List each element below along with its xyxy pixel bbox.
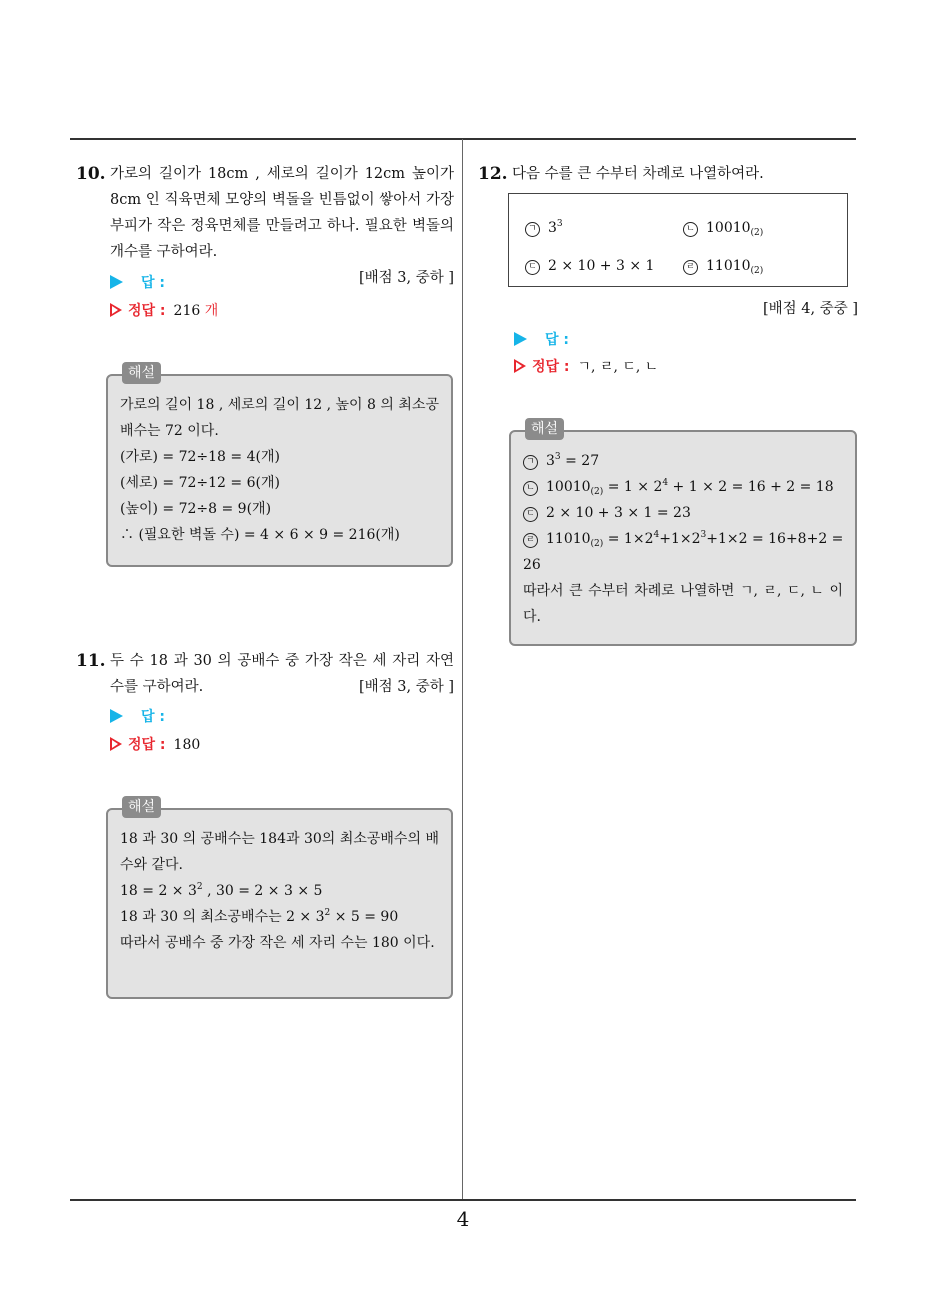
key-unit: 개 bbox=[204, 303, 219, 319]
circled-letter-icon: ㄷ bbox=[523, 507, 538, 522]
key-value: 180 bbox=[173, 737, 201, 753]
solution-line: (높이) = 72÷8 = 9(개) bbox=[120, 501, 272, 517]
question-number: 10. bbox=[76, 164, 106, 184]
circled-letter-icon: ㄴ bbox=[683, 222, 698, 237]
solution-line: 따라서 큰 수부터 차례로 나열하면 ㄱ, ㄹ, ㄷ, ㄴ 이다. bbox=[523, 583, 843, 625]
circled-letter-icon: ㄱ bbox=[525, 222, 540, 237]
question-12-score bbox=[478, 296, 858, 322]
solution-box-12 bbox=[509, 421, 857, 646]
footer-rule bbox=[70, 1199, 856, 1201]
solution-tag: 해설 bbox=[122, 796, 161, 818]
solution-line: (가로) = 72÷18 = 4(개) bbox=[120, 449, 280, 465]
header-rule bbox=[70, 138, 856, 140]
circled-letter-icon: ㄱ bbox=[523, 455, 538, 470]
solution-line: $18 = 2 \times 3^2$ , 30 = 2 × 3 × 5 bbox=[120, 882, 323, 899]
question-12 bbox=[478, 161, 858, 187]
solution-line: 따라서 공배수 중 가장 작은 세 자리 수는 180 이다. bbox=[120, 935, 435, 951]
question-score: [배점 3, 중하 ] bbox=[358, 679, 454, 695]
solution-box-10 bbox=[106, 365, 453, 567]
question-stem: 두 수 18 과 30 의 공배수 중 가장 작은 세 자리 자연수를 구하여라. bbox=[110, 653, 454, 695]
question-number: 11. bbox=[76, 651, 106, 671]
solution-line: 26 bbox=[523, 557, 541, 573]
outline-arrow-icon bbox=[110, 303, 122, 317]
answer-key-10 bbox=[110, 300, 218, 320]
key-value: 216 bbox=[173, 303, 201, 319]
option-d: ㄹ $11010_{(2)}$ bbox=[683, 258, 763, 275]
solution-line: ∴ (필요한 벽돌 수) = 4 × 6 × 9 = 216(개) bbox=[120, 527, 400, 543]
key-value: ㄱ, ㄹ, ㄷ, ㄴ bbox=[577, 359, 659, 375]
column-divider bbox=[462, 139, 463, 1200]
answer-line-12 bbox=[514, 329, 569, 349]
circled-letter-icon: ㄹ bbox=[523, 533, 538, 548]
play-arrow-icon bbox=[110, 275, 123, 289]
question-stem: 다음 수를 큰 수부터 차례로 나열하여라. bbox=[512, 166, 764, 182]
option-a: ㄱ $3^3$ bbox=[525, 220, 563, 237]
solution-line: ㄷ 2 × 10 + 3 × 1 = 23 bbox=[523, 500, 843, 526]
option-c: ㄷ 2 × 10 + 3 × 1 bbox=[525, 258, 654, 275]
question-number: 12. bbox=[478, 164, 508, 184]
solution-tag: 해설 bbox=[122, 362, 161, 384]
outline-arrow-icon bbox=[514, 359, 526, 373]
question-11 bbox=[76, 648, 454, 700]
play-arrow-icon bbox=[110, 709, 123, 723]
circled-letter-icon: ㄹ bbox=[683, 260, 698, 275]
solution-line: 18 과 30 의 최소공배수는 $2 \times 3^2 \times 5 = 90$ bbox=[120, 908, 399, 925]
question-score: [배점 4, 중중 ] bbox=[762, 301, 858, 317]
key-label: 정답 : bbox=[128, 303, 166, 319]
answer-label: 답 : bbox=[141, 709, 165, 725]
solution-line: (세로) = 72÷12 = 6(개) bbox=[120, 475, 280, 491]
play-arrow-icon bbox=[514, 332, 527, 346]
question-stem: 가로의 길이가 18cm , 세로의 길이가 12cm 높이가 8cm 인 직육면체 모양의 벽돌을 빈틈없이 쌓아서 가장 부피가 작은 정육면체를 만들려고 하나. 필요한 벽돌의 개수를 구하여라. bbox=[110, 166, 454, 260]
key-label: 정답 : bbox=[128, 737, 166, 753]
key-label: 정답 : bbox=[532, 359, 570, 375]
option-b: ㄴ $10010_{(2)}$ bbox=[683, 220, 763, 237]
page-number: 4 bbox=[456, 1207, 470, 1231]
answer-key-11 bbox=[110, 734, 200, 754]
solution-line: 18 과 30 의 공배수는 184과 30의 최소공배수의 배수와 같다. bbox=[120, 831, 439, 873]
answer-label: 답 : bbox=[141, 275, 165, 291]
answer-label: 답 : bbox=[545, 332, 569, 348]
answer-key-12 bbox=[514, 356, 658, 376]
solution-box-11 bbox=[106, 799, 453, 999]
solution-line: ㄴ $10010_{(2)} = 1 \times 2^4 + 1 \times 2 = 16 + 2 = 18$ bbox=[523, 474, 843, 500]
question-score: [배점 3, 중하 ] bbox=[358, 270, 454, 286]
options-box bbox=[508, 193, 848, 287]
solution-line: ㄱ $3^3 = 27$ bbox=[523, 448, 843, 474]
circled-letter-icon: ㄴ bbox=[523, 481, 538, 496]
answer-line-10 bbox=[110, 272, 165, 292]
solution-line: 가로의 길이 18 , 세로의 길이 12 , 높이 8 의 최소공배수는 72 이다. bbox=[120, 397, 439, 439]
solution-tag: 해설 bbox=[525, 418, 564, 440]
solution-line: ㄹ $11010_{(2)} = 1\times 2^4+1\times 2^3+1\times 2 = 16+8+2$ = bbox=[523, 526, 843, 552]
circled-letter-icon: ㄷ bbox=[525, 260, 540, 275]
outline-arrow-icon bbox=[110, 737, 122, 751]
answer-line-11 bbox=[110, 706, 165, 726]
